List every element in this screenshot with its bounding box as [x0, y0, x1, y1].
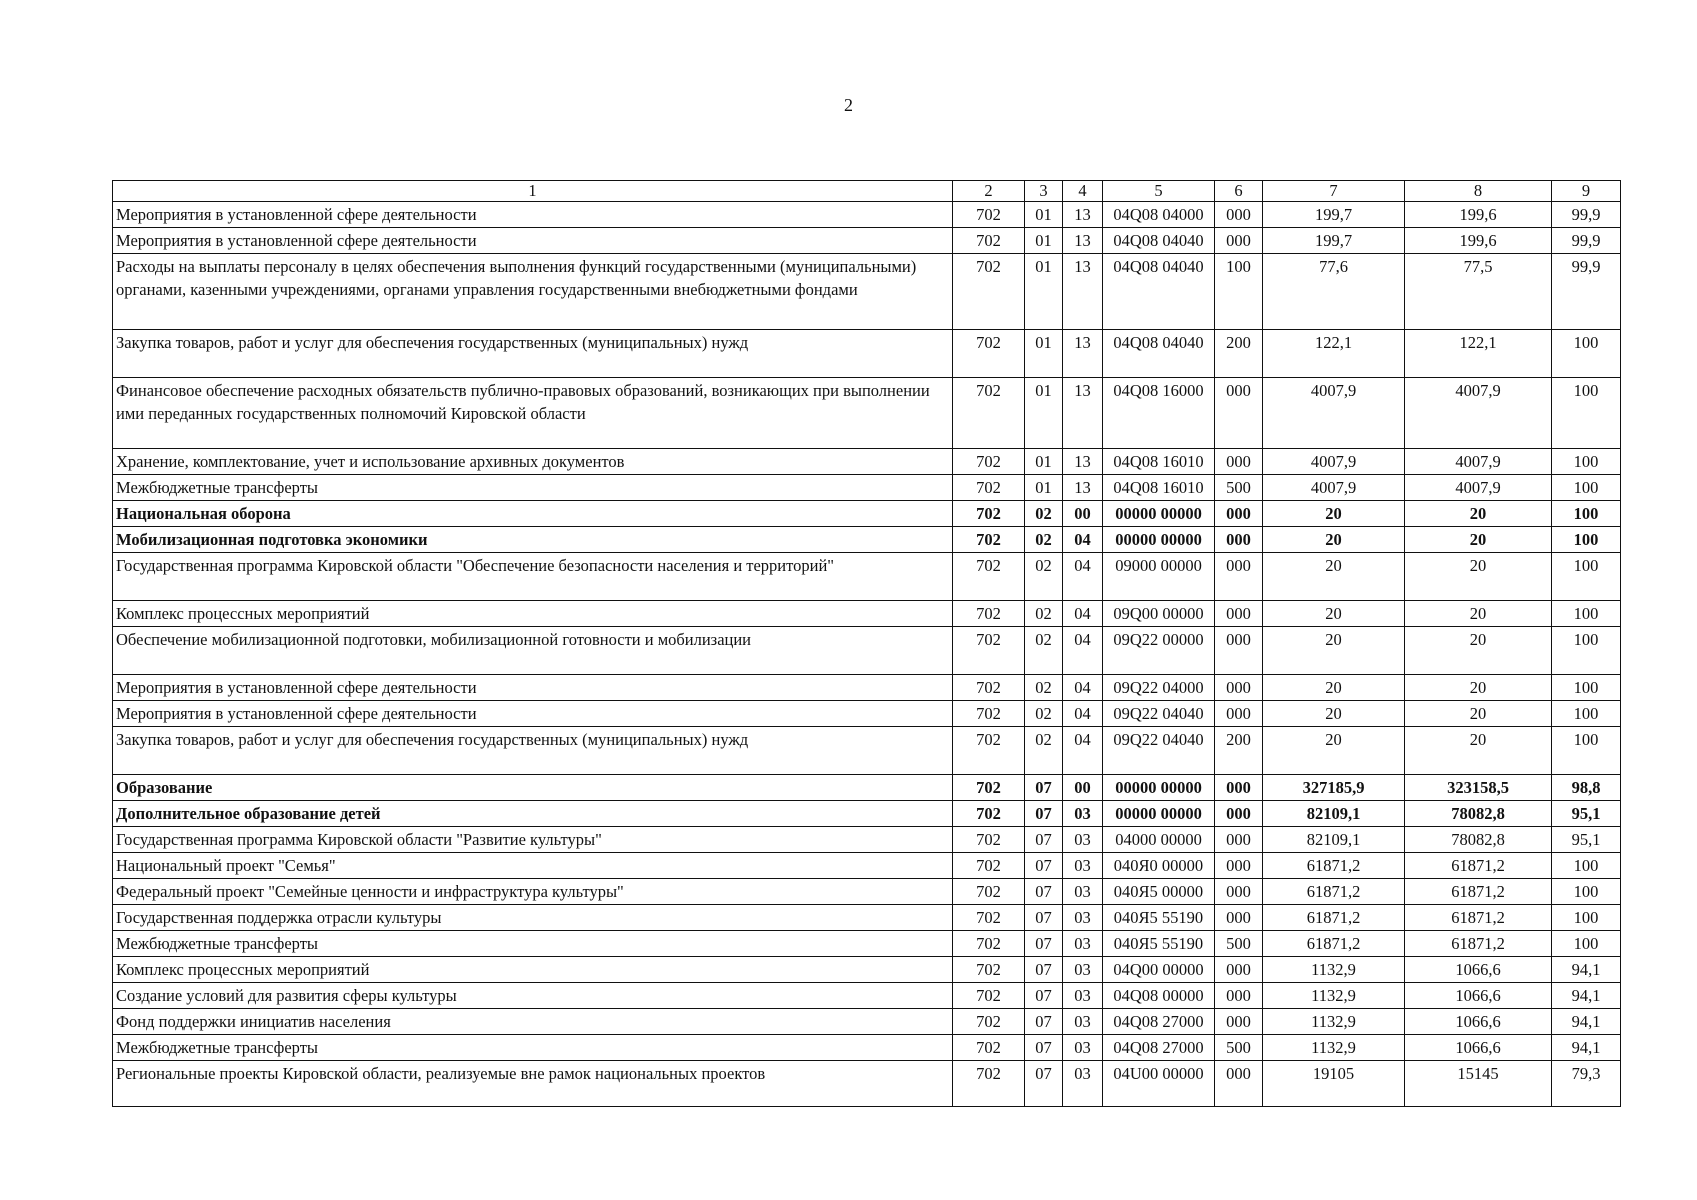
row-section: 07	[1025, 827, 1063, 853]
row-executed-amount: 20	[1405, 675, 1552, 701]
row-ministry-code: 702	[953, 675, 1025, 701]
row-expense-type: 000	[1215, 983, 1263, 1009]
row-target-article: 04U00 00000	[1103, 1061, 1215, 1107]
row-section: 02	[1025, 675, 1063, 701]
row-executed-amount: 20	[1405, 553, 1552, 601]
row-ministry-code: 702	[953, 879, 1025, 905]
row-percent: 94,1	[1552, 1035, 1621, 1061]
budget-table	[112, 180, 1621, 1107]
table-row	[113, 701, 1621, 727]
row-percent: 100	[1552, 501, 1621, 527]
row-section: 07	[1025, 1035, 1063, 1061]
row-expense-type: 000	[1215, 853, 1263, 879]
row-ministry-code: 702	[953, 228, 1025, 254]
row-expense-type: 500	[1215, 931, 1263, 957]
table-row	[113, 527, 1621, 553]
table-row	[113, 1035, 1621, 1061]
row-expense-type: 000	[1215, 1009, 1263, 1035]
row-section: 02	[1025, 701, 1063, 727]
table-row	[113, 449, 1621, 475]
row-section: 07	[1025, 1061, 1063, 1107]
row-target-article: 00000 00000	[1103, 775, 1215, 801]
row-ministry-code: 702	[953, 475, 1025, 501]
row-description: Мероприятия в установленной сфере деятельности	[113, 675, 953, 701]
row-subsection: 04	[1063, 627, 1103, 675]
row-description: Мобилизационная подготовка экономики	[113, 527, 953, 553]
row-expense-type: 000	[1215, 801, 1263, 827]
row-section: 01	[1025, 475, 1063, 501]
row-expense-type: 500	[1215, 1035, 1263, 1061]
row-subsection: 13	[1063, 202, 1103, 228]
row-percent: 94,1	[1552, 957, 1621, 983]
row-section: 02	[1025, 727, 1063, 775]
row-plan-amount: 4007,9	[1263, 378, 1405, 449]
column-header: 7	[1263, 181, 1405, 202]
row-description: Дополнительное образование детей	[113, 801, 953, 827]
row-percent: 100	[1552, 449, 1621, 475]
row-target-article: 04Q08 04040	[1103, 228, 1215, 254]
column-header: 8	[1405, 181, 1552, 202]
row-executed-amount: 1066,6	[1405, 1009, 1552, 1035]
row-ministry-code: 702	[953, 202, 1025, 228]
row-subsection: 03	[1063, 983, 1103, 1009]
row-executed-amount: 20	[1405, 627, 1552, 675]
row-percent: 95,1	[1552, 801, 1621, 827]
row-plan-amount: 82109,1	[1263, 801, 1405, 827]
row-expense-type: 000	[1215, 701, 1263, 727]
row-description: Федеральный проект "Семейные ценности и инфраструктура культуры"	[113, 879, 953, 905]
row-ministry-code: 702	[953, 553, 1025, 601]
table-row	[113, 775, 1621, 801]
row-description: Образование	[113, 775, 953, 801]
row-percent: 100	[1552, 879, 1621, 905]
row-target-article: 040Я5 55190	[1103, 931, 1215, 957]
table-row	[113, 330, 1621, 378]
row-executed-amount: 20	[1405, 527, 1552, 553]
row-description: Создание условий для развития сферы культуры	[113, 983, 953, 1009]
row-description: Региональные проекты Кировской области, реализуемые вне рамок национальных проектов	[113, 1061, 953, 1107]
page-number: 2	[844, 95, 853, 115]
row-plan-amount: 20	[1263, 527, 1405, 553]
row-subsection: 03	[1063, 905, 1103, 931]
row-subsection: 04	[1063, 527, 1103, 553]
table-row	[113, 601, 1621, 627]
row-percent: 100	[1552, 727, 1621, 775]
row-subsection: 03	[1063, 1061, 1103, 1107]
column-header: 1	[113, 181, 953, 202]
row-expense-type: 200	[1215, 727, 1263, 775]
row-plan-amount: 4007,9	[1263, 475, 1405, 501]
row-percent: 98,8	[1552, 775, 1621, 801]
row-plan-amount: 61871,2	[1263, 905, 1405, 931]
row-percent: 79,3	[1552, 1061, 1621, 1107]
row-section: 07	[1025, 853, 1063, 879]
row-ministry-code: 702	[953, 905, 1025, 931]
row-subsection: 03	[1063, 801, 1103, 827]
row-section: 01	[1025, 254, 1063, 330]
row-ministry-code: 702	[953, 983, 1025, 1009]
row-target-article: 09Q22 04040	[1103, 701, 1215, 727]
row-section: 01	[1025, 449, 1063, 475]
row-executed-amount: 15145	[1405, 1061, 1552, 1107]
row-plan-amount: 1132,9	[1263, 1009, 1405, 1035]
row-target-article: 040Я5 00000	[1103, 879, 1215, 905]
row-executed-amount: 199,6	[1405, 202, 1552, 228]
column-header: 6	[1215, 181, 1263, 202]
column-number-header-row	[113, 181, 1621, 202]
row-percent: 100	[1552, 553, 1621, 601]
row-expense-type: 000	[1215, 202, 1263, 228]
row-description: Обеспечение мобилизационной подготовки, мобилизационной готовности и мобилизации	[113, 627, 953, 675]
table-row	[113, 501, 1621, 527]
row-ministry-code: 702	[953, 801, 1025, 827]
column-header: 5	[1103, 181, 1215, 202]
row-section: 02	[1025, 627, 1063, 675]
row-plan-amount: 82109,1	[1263, 827, 1405, 853]
row-plan-amount: 20	[1263, 601, 1405, 627]
row-description: Мероприятия в установленной сфере деятельности	[113, 701, 953, 727]
row-plan-amount: 20	[1263, 501, 1405, 527]
table-row	[113, 905, 1621, 931]
table-row	[113, 983, 1621, 1009]
row-section: 07	[1025, 905, 1063, 931]
row-expense-type: 500	[1215, 475, 1263, 501]
row-target-article: 040Я0 00000	[1103, 853, 1215, 879]
row-plan-amount: 61871,2	[1263, 879, 1405, 905]
table-row	[113, 1009, 1621, 1035]
row-percent: 99,9	[1552, 254, 1621, 330]
row-subsection: 04	[1063, 553, 1103, 601]
row-description: Межбюджетные трансферты	[113, 1035, 953, 1061]
row-percent: 100	[1552, 601, 1621, 627]
row-section: 01	[1025, 330, 1063, 378]
row-executed-amount: 78082,8	[1405, 827, 1552, 853]
row-percent: 99,9	[1552, 228, 1621, 254]
row-subsection: 13	[1063, 254, 1103, 330]
row-subsection: 03	[1063, 879, 1103, 905]
row-executed-amount: 1066,6	[1405, 957, 1552, 983]
row-ministry-code: 702	[953, 601, 1025, 627]
row-subsection: 04	[1063, 701, 1103, 727]
row-expense-type: 100	[1215, 254, 1263, 330]
table-row	[113, 727, 1621, 775]
row-plan-amount: 20	[1263, 553, 1405, 601]
row-plan-amount: 1132,9	[1263, 1035, 1405, 1061]
row-expense-type: 000	[1215, 827, 1263, 853]
row-section: 07	[1025, 931, 1063, 957]
row-expense-type: 000	[1215, 553, 1263, 601]
row-section: 02	[1025, 601, 1063, 627]
table-row	[113, 1061, 1621, 1107]
table-row	[113, 853, 1621, 879]
row-plan-amount: 4007,9	[1263, 449, 1405, 475]
column-header: 9	[1552, 181, 1621, 202]
row-description: Государственная программа Кировской области "Развитие культуры"	[113, 827, 953, 853]
row-percent: 100	[1552, 905, 1621, 931]
row-percent: 100	[1552, 931, 1621, 957]
row-section: 01	[1025, 378, 1063, 449]
row-ministry-code: 702	[953, 931, 1025, 957]
row-percent: 100	[1552, 675, 1621, 701]
row-target-article: 00000 00000	[1103, 501, 1215, 527]
row-ministry-code: 702	[953, 727, 1025, 775]
row-expense-type: 000	[1215, 957, 1263, 983]
row-description: Мероприятия в установленной сфере деятельности	[113, 202, 953, 228]
row-target-article: 04000 00000	[1103, 827, 1215, 853]
row-target-article: 09000 00000	[1103, 553, 1215, 601]
row-section: 01	[1025, 228, 1063, 254]
row-description: Фонд поддержки инициатив населения	[113, 1009, 953, 1035]
table-row	[113, 254, 1621, 330]
row-ministry-code: 702	[953, 449, 1025, 475]
row-section: 07	[1025, 957, 1063, 983]
row-target-article: 04Q08 16010	[1103, 475, 1215, 501]
row-executed-amount: 4007,9	[1405, 449, 1552, 475]
row-executed-amount: 61871,2	[1405, 853, 1552, 879]
row-subsection: 13	[1063, 228, 1103, 254]
table-row	[113, 553, 1621, 601]
table-row	[113, 378, 1621, 449]
row-percent: 100	[1552, 475, 1621, 501]
row-plan-amount: 20	[1263, 675, 1405, 701]
row-subsection: 03	[1063, 957, 1103, 983]
row-ministry-code: 702	[953, 330, 1025, 378]
row-executed-amount: 323158,5	[1405, 775, 1552, 801]
row-expense-type: 000	[1215, 501, 1263, 527]
row-target-article: 040Я5 55190	[1103, 905, 1215, 931]
table-row	[113, 957, 1621, 983]
column-header: 3	[1025, 181, 1063, 202]
row-plan-amount: 61871,2	[1263, 853, 1405, 879]
row-subsection: 04	[1063, 601, 1103, 627]
row-plan-amount: 19105	[1263, 1061, 1405, 1107]
row-ministry-code: 702	[953, 827, 1025, 853]
row-expense-type: 000	[1215, 627, 1263, 675]
row-executed-amount: 199,6	[1405, 228, 1552, 254]
row-ministry-code: 702	[953, 527, 1025, 553]
row-subsection: 03	[1063, 931, 1103, 957]
table-row	[113, 827, 1621, 853]
row-description: Межбюджетные трансферты	[113, 931, 953, 957]
row-subsection: 03	[1063, 827, 1103, 853]
row-executed-amount: 1066,6	[1405, 983, 1552, 1009]
row-target-article: 04Q08 04000	[1103, 202, 1215, 228]
row-target-article: 00000 00000	[1103, 801, 1215, 827]
row-subsection: 04	[1063, 727, 1103, 775]
row-executed-amount: 61871,2	[1405, 879, 1552, 905]
row-target-article: 04Q08 16010	[1103, 449, 1215, 475]
row-section: 07	[1025, 801, 1063, 827]
row-percent: 94,1	[1552, 983, 1621, 1009]
row-executed-amount: 77,5	[1405, 254, 1552, 330]
row-target-article: 04Q08 04040	[1103, 330, 1215, 378]
row-subsection: 00	[1063, 501, 1103, 527]
row-plan-amount: 199,7	[1263, 228, 1405, 254]
row-target-article: 09Q22 04040	[1103, 727, 1215, 775]
row-percent: 100	[1552, 627, 1621, 675]
row-ministry-code: 702	[953, 1061, 1025, 1107]
row-description: Закупка товаров, работ и услуг для обеспечения государственных (муниципальных) нужд	[113, 727, 953, 775]
row-description: Государственная поддержка отрасли культуры	[113, 905, 953, 931]
row-ministry-code: 702	[953, 853, 1025, 879]
table-row	[113, 228, 1621, 254]
row-percent: 100	[1552, 378, 1621, 449]
row-expense-type: 000	[1215, 228, 1263, 254]
table-row	[113, 475, 1621, 501]
row-plan-amount: 20	[1263, 701, 1405, 727]
row-subsection: 13	[1063, 378, 1103, 449]
row-plan-amount: 61871,2	[1263, 931, 1405, 957]
row-subsection: 03	[1063, 1009, 1103, 1035]
table-row	[113, 202, 1621, 228]
row-percent: 94,1	[1552, 1009, 1621, 1035]
row-ministry-code: 702	[953, 1035, 1025, 1061]
row-percent: 100	[1552, 330, 1621, 378]
table-row	[113, 675, 1621, 701]
table-row	[113, 627, 1621, 675]
row-target-article: 04Q00 00000	[1103, 957, 1215, 983]
row-section: 07	[1025, 1009, 1063, 1035]
row-executed-amount: 61871,2	[1405, 931, 1552, 957]
row-plan-amount: 20	[1263, 727, 1405, 775]
row-expense-type: 000	[1215, 775, 1263, 801]
column-header: 4	[1063, 181, 1103, 202]
row-description: Расходы на выплаты персоналу в целях обеспечения выполнения функций государственными (муниципальными) органами, казенными учреждениями, органами управления государственными внебюджетными фондами	[113, 254, 953, 330]
row-executed-amount: 20	[1405, 501, 1552, 527]
row-expense-type: 000	[1215, 905, 1263, 931]
row-ministry-code: 702	[953, 775, 1025, 801]
row-description: Национальный проект "Семья"	[113, 853, 953, 879]
row-executed-amount: 20	[1405, 727, 1552, 775]
row-plan-amount: 20	[1263, 627, 1405, 675]
row-executed-amount: 20	[1405, 701, 1552, 727]
row-plan-amount: 122,1	[1263, 330, 1405, 378]
row-ministry-code: 702	[953, 701, 1025, 727]
row-target-article: 09Q22 00000	[1103, 627, 1215, 675]
row-percent: 99,9	[1552, 202, 1621, 228]
row-section: 02	[1025, 501, 1063, 527]
row-ministry-code: 702	[953, 501, 1025, 527]
row-section: 02	[1025, 553, 1063, 601]
row-percent: 100	[1552, 853, 1621, 879]
row-percent: 100	[1552, 701, 1621, 727]
table-row	[113, 801, 1621, 827]
row-plan-amount: 327185,9	[1263, 775, 1405, 801]
row-description: Государственная программа Кировской области "Обеспечение безопасности населения и территорий"	[113, 553, 953, 601]
row-subsection: 13	[1063, 330, 1103, 378]
row-description: Национальная оборона	[113, 501, 953, 527]
row-description: Комплекс процессных мероприятий	[113, 601, 953, 627]
row-description: Мероприятия в установленной сфере деятельности	[113, 228, 953, 254]
row-subsection: 03	[1063, 1035, 1103, 1061]
row-target-article: 09Q00 00000	[1103, 601, 1215, 627]
row-ministry-code: 702	[953, 378, 1025, 449]
row-target-article: 00000 00000	[1103, 527, 1215, 553]
row-target-article: 04Q08 27000	[1103, 1035, 1215, 1061]
row-expense-type: 000	[1215, 601, 1263, 627]
row-section: 07	[1025, 775, 1063, 801]
row-subsection: 13	[1063, 449, 1103, 475]
row-subsection: 13	[1063, 475, 1103, 501]
row-description: Финансовое обеспечение расходных обязательств публично-правовых образований, возникающих при выполнении ими переданных государственных полномочий Кировской области	[113, 378, 953, 449]
row-section: 01	[1025, 202, 1063, 228]
row-section: 07	[1025, 879, 1063, 905]
row-ministry-code: 702	[953, 1009, 1025, 1035]
row-ministry-code: 702	[953, 627, 1025, 675]
row-ministry-code: 702	[953, 957, 1025, 983]
row-plan-amount: 199,7	[1263, 202, 1405, 228]
row-expense-type: 200	[1215, 330, 1263, 378]
row-target-article: 09Q22 04000	[1103, 675, 1215, 701]
table-row	[113, 879, 1621, 905]
row-executed-amount: 4007,9	[1405, 475, 1552, 501]
row-expense-type: 000	[1215, 378, 1263, 449]
row-executed-amount: 122,1	[1405, 330, 1552, 378]
row-plan-amount: 77,6	[1263, 254, 1405, 330]
row-executed-amount: 78082,8	[1405, 801, 1552, 827]
row-target-article: 04Q08 16000	[1103, 378, 1215, 449]
row-expense-type: 000	[1215, 879, 1263, 905]
row-target-article: 04Q08 27000	[1103, 1009, 1215, 1035]
row-expense-type: 000	[1215, 527, 1263, 553]
row-expense-type: 000	[1215, 449, 1263, 475]
row-subsection: 04	[1063, 675, 1103, 701]
row-description: Межбюджетные трансферты	[113, 475, 953, 501]
row-section: 07	[1025, 983, 1063, 1009]
row-executed-amount: 61871,2	[1405, 905, 1552, 931]
row-executed-amount: 20	[1405, 601, 1552, 627]
row-executed-amount: 4007,9	[1405, 378, 1552, 449]
row-subsection: 00	[1063, 775, 1103, 801]
row-description: Комплекс процессных мероприятий	[113, 957, 953, 983]
row-subsection: 03	[1063, 853, 1103, 879]
row-executed-amount: 1066,6	[1405, 1035, 1552, 1061]
table-row	[113, 931, 1621, 957]
row-percent: 100	[1552, 527, 1621, 553]
row-section: 02	[1025, 527, 1063, 553]
row-description: Хранение, комплектование, учет и использование архивных документов	[113, 449, 953, 475]
column-header: 2	[953, 181, 1025, 202]
row-plan-amount: 1132,9	[1263, 983, 1405, 1009]
row-expense-type: 000	[1215, 675, 1263, 701]
row-expense-type: 000	[1215, 1061, 1263, 1107]
row-target-article: 04Q08 00000	[1103, 983, 1215, 1009]
row-plan-amount: 1132,9	[1263, 957, 1405, 983]
row-description: Закупка товаров, работ и услуг для обеспечения государственных (муниципальных) нужд	[113, 330, 953, 378]
row-target-article: 04Q08 04040	[1103, 254, 1215, 330]
row-percent: 95,1	[1552, 827, 1621, 853]
row-ministry-code: 702	[953, 254, 1025, 330]
